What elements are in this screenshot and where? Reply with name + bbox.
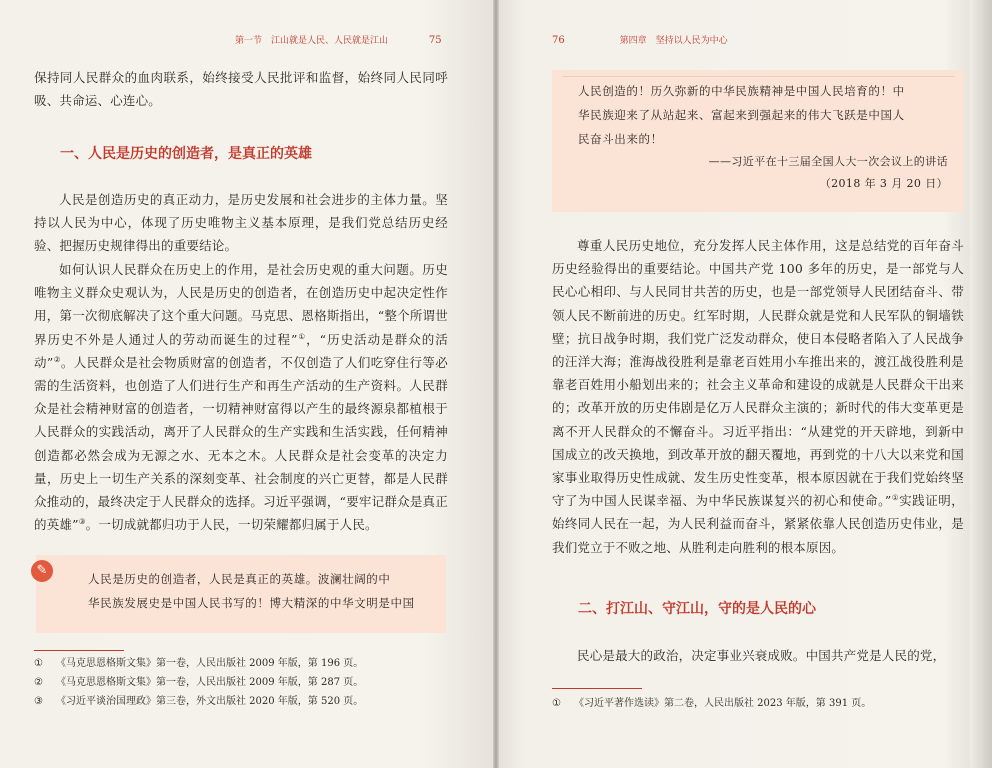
right-footnote-rule — [552, 688, 642, 689]
footnote-1-text: 《马克思恩格斯文集》第一卷，人民出版社 2009 年版，第 196 页。 — [56, 658, 364, 669]
book-spine — [493, 0, 499, 768]
right-paragraph-1 — [552, 234, 964, 559]
footnote-1-mark: ① — [34, 658, 43, 669]
left-paragraph-2-part-b: ，“历史活动是群众的活动” — [34, 331, 448, 370]
left-running-head — [235, 33, 442, 46]
footnote-2 — [34, 673, 454, 692]
right-page — [496, 0, 992, 768]
footnote-ref-3: ③ — [78, 517, 86, 527]
left-paragraph-2-part-c: 。人民群众是社会物质财富的创造者，不仅创造了人们吃穿住行等必需的生活资料，也创造了人们进行生产和再生产活动的生产资料。人民群众是社会精神财富的创造者，一切精神财富得以产生的最终源泉都植根于人民群众的实践活动，离开了人民群众的生产实践和生活实践，任何精神创造都必然会成为无源之水、无本之木。人民群众是社会变革的决定力量，历史上一切生产关系的深刻变革、社会制度的兴亡更替，都是人民群众推动的，最终决定于人民群众的选择。习近平强调，“要牢记群众是真正的英雄” — [34, 354, 448, 533]
pencil-icon: ✎ — [31, 560, 53, 582]
footnote-ref-1: ① — [297, 331, 307, 341]
left-footnote-rule — [34, 650, 124, 651]
left-paragraph-0: 保持同人民群众的血肉联系，始终接受人民批评和监督，始终同人民同呼吸、共命运、心连心。 — [34, 70, 448, 109]
footnote-2-mark: ② — [34, 677, 43, 688]
right-quote-line-3: 民奋斗出来的！ — [578, 132, 663, 146]
left-footnotes — [34, 654, 454, 711]
bleed-through-line — [562, 76, 954, 77]
right-footnote-ref-1: ① — [891, 493, 900, 503]
right-footnotes — [552, 694, 972, 713]
right-running-head — [552, 33, 728, 46]
right-running-head-text: 第四章 坚持以人民为中心 — [619, 36, 728, 46]
quote-attribution: ——习近平在十三届全国人大一次会议上的讲话 — [708, 155, 948, 168]
right-footnote-1 — [552, 694, 972, 713]
footnote-3-text: 《习近平谈治国理政》第三卷，外文出版社 2020 年版，第 520 页。 — [56, 696, 364, 707]
quote-date: （2018 年 3 月 20 日） — [819, 177, 948, 190]
section-heading-1: 一、人民是历史的创造者，是真正的英雄 — [60, 146, 312, 162]
left-paragraph-2-part-a: 如何认识人民群众在历史上的作用，是社会历史观的重大问题。历史唯物主义群众史观认为，人民是历史的创造者，在创造历史中起决定性作用，第一次彻底解决了这个重大问题。马克思、恩格斯指出，“整个所谓世界历史不外是人通过人的劳动而诞生的过程” — [34, 262, 448, 347]
right-quote-line-2: 华民族迎来了从站起来、富起来到强起来的伟大飞跃是中国人 — [578, 108, 905, 122]
left-paragraph-1: 人民是创造历史的真正动力，是历史发展和社会进步的主体力量。坚持以人民为中心，体现了历史唯物主义基本原理，是我们党总结历史经验、把握历史规律得出的重要结论。 — [34, 192, 448, 254]
footnote-ref-2: ② — [53, 354, 61, 364]
left-paragraph-2 — [34, 258, 448, 536]
section-heading-2: 二、打江山、守江山，守的是人民的心 — [578, 601, 816, 617]
footnote-1 — [34, 654, 454, 673]
left-quote-box — [36, 555, 446, 633]
left-page-number: 75 — [428, 35, 442, 46]
left-paragraph-2-part-d: 。一切成就都归功于人民，一切荣耀都归属于人民。 — [85, 517, 378, 533]
left-quote-line-1: 人民是历史的创造者，人民是真正的英雄。波澜壮阔的中 — [88, 572, 391, 586]
right-page-number: 76 — [552, 35, 565, 46]
right-footnote-1-text: 《习近平著作选读》第二卷，人民出版社 2023 年版，第 391 页。 — [574, 698, 872, 709]
page-edge — [970, 0, 992, 768]
footnote-3-mark: ③ — [34, 696, 43, 707]
right-paragraph-2: 民心是最大的政治，决定事业兴衰成败。中国共产党是人民的党， — [577, 648, 946, 663]
right-paragraph-1-part-a: 尊重人民历史地位，充分发挥人民主体作用，这是总结党的百年奋斗历史经验得出的重要结论。中国共产党 100 多年的历史，是一部党与人民心心相印、与人民同甘共苦的历史，也是一部党领导人民团结奋斗、带领人民不断前进的历史。红军时期，人民群众就是党和人民军队的铜墙铁壁；抗日战争时期，我们党广泛发动群众，使日本侵略者陷入了人民战争的汪洋大海；淮海战役胜利是靠老百姓用小车推出来的，渡江战役胜利是靠老百姓用小船划出来的；社会主义革命和建设的成就是人民群众干出来的；改革开放的历史伟剧是亿万人民群众主演的；新时代的伟大变革更是离不开人民群众的不懈奋斗。习近平指出：“从建党的开天辟地，到新中国成立的改天换地，到改革开放的翻天覆地，再到党的十八大以来党和国家事业取得历史性成就、发生历史性变革，根本原因就在于我们党始终坚守了为中国人民谋幸福、为中华民族谋复兴的初心和使命。” — [552, 238, 964, 509]
left-running-head-text: 第一节 江山就是人民、人民就是江山 — [235, 36, 389, 46]
right-quote-line-1: 人民创造的！历久弥新的中华民族精神是中国人民培育的！中 — [578, 84, 905, 98]
footnote-2-text: 《马克思恩格斯文集》第一卷，人民出版社 2009 年版，第 287 页。 — [56, 677, 364, 688]
left-quote-line-2: 华民族发展史是中国人民书写的！博大精深的中华文明是中国 — [88, 596, 415, 610]
footnote-3 — [34, 692, 454, 711]
right-paragraph-1-part-b: 实践证明，始终同人民在一起，为人民利益而奋斗，紧紧依靠人民创造历史伟业，是我们党立于不败之地、从胜利走向胜利的根本原因。 — [552, 493, 964, 555]
right-quote-box — [552, 70, 964, 212]
right-footnote-1-mark: ① — [552, 698, 561, 709]
